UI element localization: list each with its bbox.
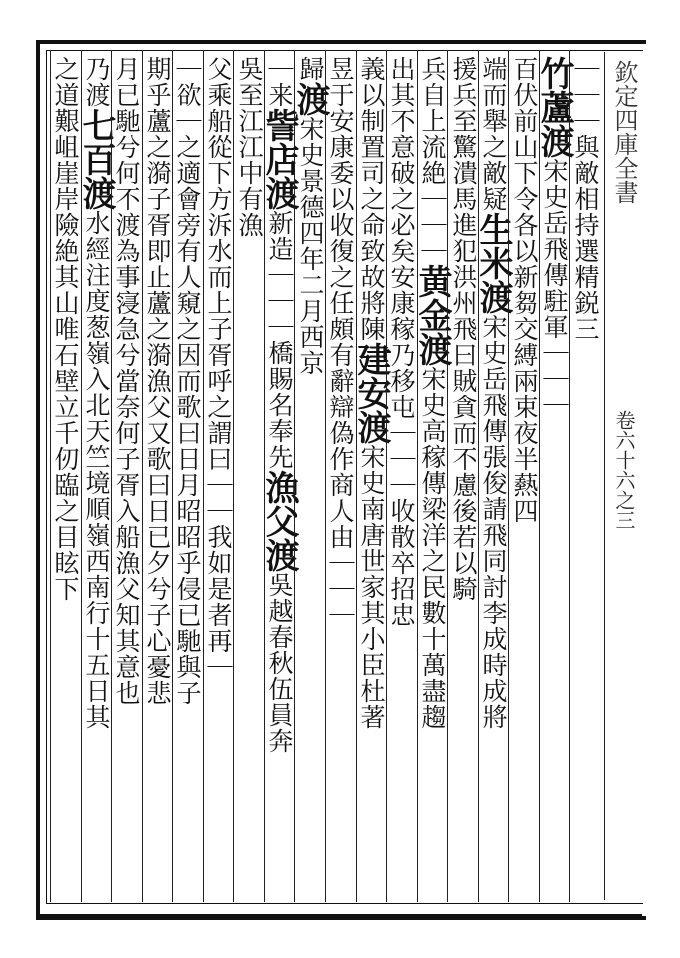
entry-heading: 生米渡	[473, 212, 513, 314]
text-segment: 水經注度葱嶺入北天竺境順嶺西南行十五日其	[82, 210, 111, 730]
entry-heading: 漁父渡	[259, 470, 299, 572]
text-segment: 歸	[296, 56, 325, 82]
text-segment: 宋史高稼傳梁洋之民數十萬盡趨	[418, 366, 447, 730]
text-segment: 父乘船從下方泝水而上子胥呼之謂曰｜｜我如是者再｜	[204, 56, 233, 680]
text-column	[200, 56, 236, 680]
text-segment: 端而舉之敵疑	[479, 56, 508, 212]
text-column	[231, 56, 267, 238]
bottom-rule	[36, 914, 642, 917]
column-rule	[325, 50, 326, 902]
column-rule	[417, 50, 418, 902]
entry-heading: 七百渡	[76, 108, 116, 210]
text-column	[292, 56, 328, 376]
entry-heading: 建安渡	[351, 342, 391, 444]
entry-heading: 渡	[290, 82, 330, 116]
text-segment: 之	[51, 56, 80, 82]
text-segment: 宋史景德四年二月西京	[296, 116, 325, 376]
margin-volume: 卷六十六之三	[612, 410, 636, 530]
text-column	[353, 56, 389, 730]
column-rule	[142, 50, 143, 902]
text-segment: 道艱岨崖岸險絶其山唯石壁立千仞臨之目眩下	[51, 82, 80, 602]
text-segment: ｜｜｜與敵相持選精鋭三	[571, 56, 600, 342]
text-column	[414, 56, 450, 730]
text-segment: 百伏前山下令各以新芻交縛兩束夜半爇四	[510, 56, 539, 524]
column-rule	[447, 50, 448, 902]
column-rule	[203, 50, 204, 902]
text-segment: 出其不意破之必矣	[387, 56, 416, 264]
text-segment: 吳至江江中有漁	[235, 56, 264, 238]
column-rule	[233, 50, 234, 902]
margin-title: 欽定四庫全書	[610, 60, 638, 204]
column-rule	[386, 50, 387, 902]
text-column	[139, 56, 175, 706]
column-rule	[569, 50, 570, 902]
text-segment: 義以制置司之命致故將陳	[357, 56, 386, 342]
text-segment: 安康稼乃移屯｜｜｜收散卒招忠	[387, 264, 416, 628]
column-rule	[111, 50, 112, 902]
text-segment: ｜欲｜之適會旁有人窺之因而歌曰日月昭昭乎侵已馳與子	[173, 56, 202, 706]
column-rule	[81, 50, 82, 902]
column-rule	[508, 50, 509, 902]
column-rule	[172, 50, 173, 902]
text-segment: 期乎蘆之漪子胥即止蘆之漪漁父又歌曰日已夕兮子心憂悲	[143, 56, 172, 706]
text-segment: 援兵至驚潰	[449, 56, 478, 186]
text-segment: 月已馳兮何不渡為事寖急兮當奈何子胥入船漁父知其意也	[112, 56, 141, 706]
column-rule	[294, 50, 295, 902]
text-segment: 新造｜｜｜橋賜名奉先	[265, 210, 294, 470]
entry-heading: 竹蘆渡	[534, 56, 574, 158]
text-segment: 頗有辭辯偽作商人由｜｜｜	[326, 316, 355, 628]
text-segment: ｜来	[265, 56, 294, 108]
entry-heading: 訾店渡	[259, 108, 299, 210]
text-segment: 兵自上流絶｜｜｜	[418, 56, 447, 264]
text-segment: 宋史南唐世家其小臣杜著	[357, 444, 386, 730]
text-segment: 宋史岳飛傳張俊請飛同討李成時成將	[479, 314, 508, 730]
column-rule	[356, 50, 357, 902]
text-column	[78, 56, 114, 730]
column-rule	[50, 50, 51, 902]
text-column	[47, 56, 83, 602]
text-segment: 昱于安康委以收復之任	[326, 56, 355, 316]
column-rule	[264, 50, 265, 902]
entry-heading: 黄金渡	[412, 264, 452, 366]
column-rule	[478, 50, 479, 902]
text-segment: 宋史岳飛傳駐軍｜｜｜	[540, 158, 569, 418]
column-rule	[539, 50, 540, 902]
text-segment: 馬進犯洪州飛曰賊貪而不慮後若以騎	[449, 186, 478, 602]
text-segment: 吳越春秋伍員奔	[265, 572, 294, 754]
text-segment: 乃渡	[82, 56, 111, 108]
